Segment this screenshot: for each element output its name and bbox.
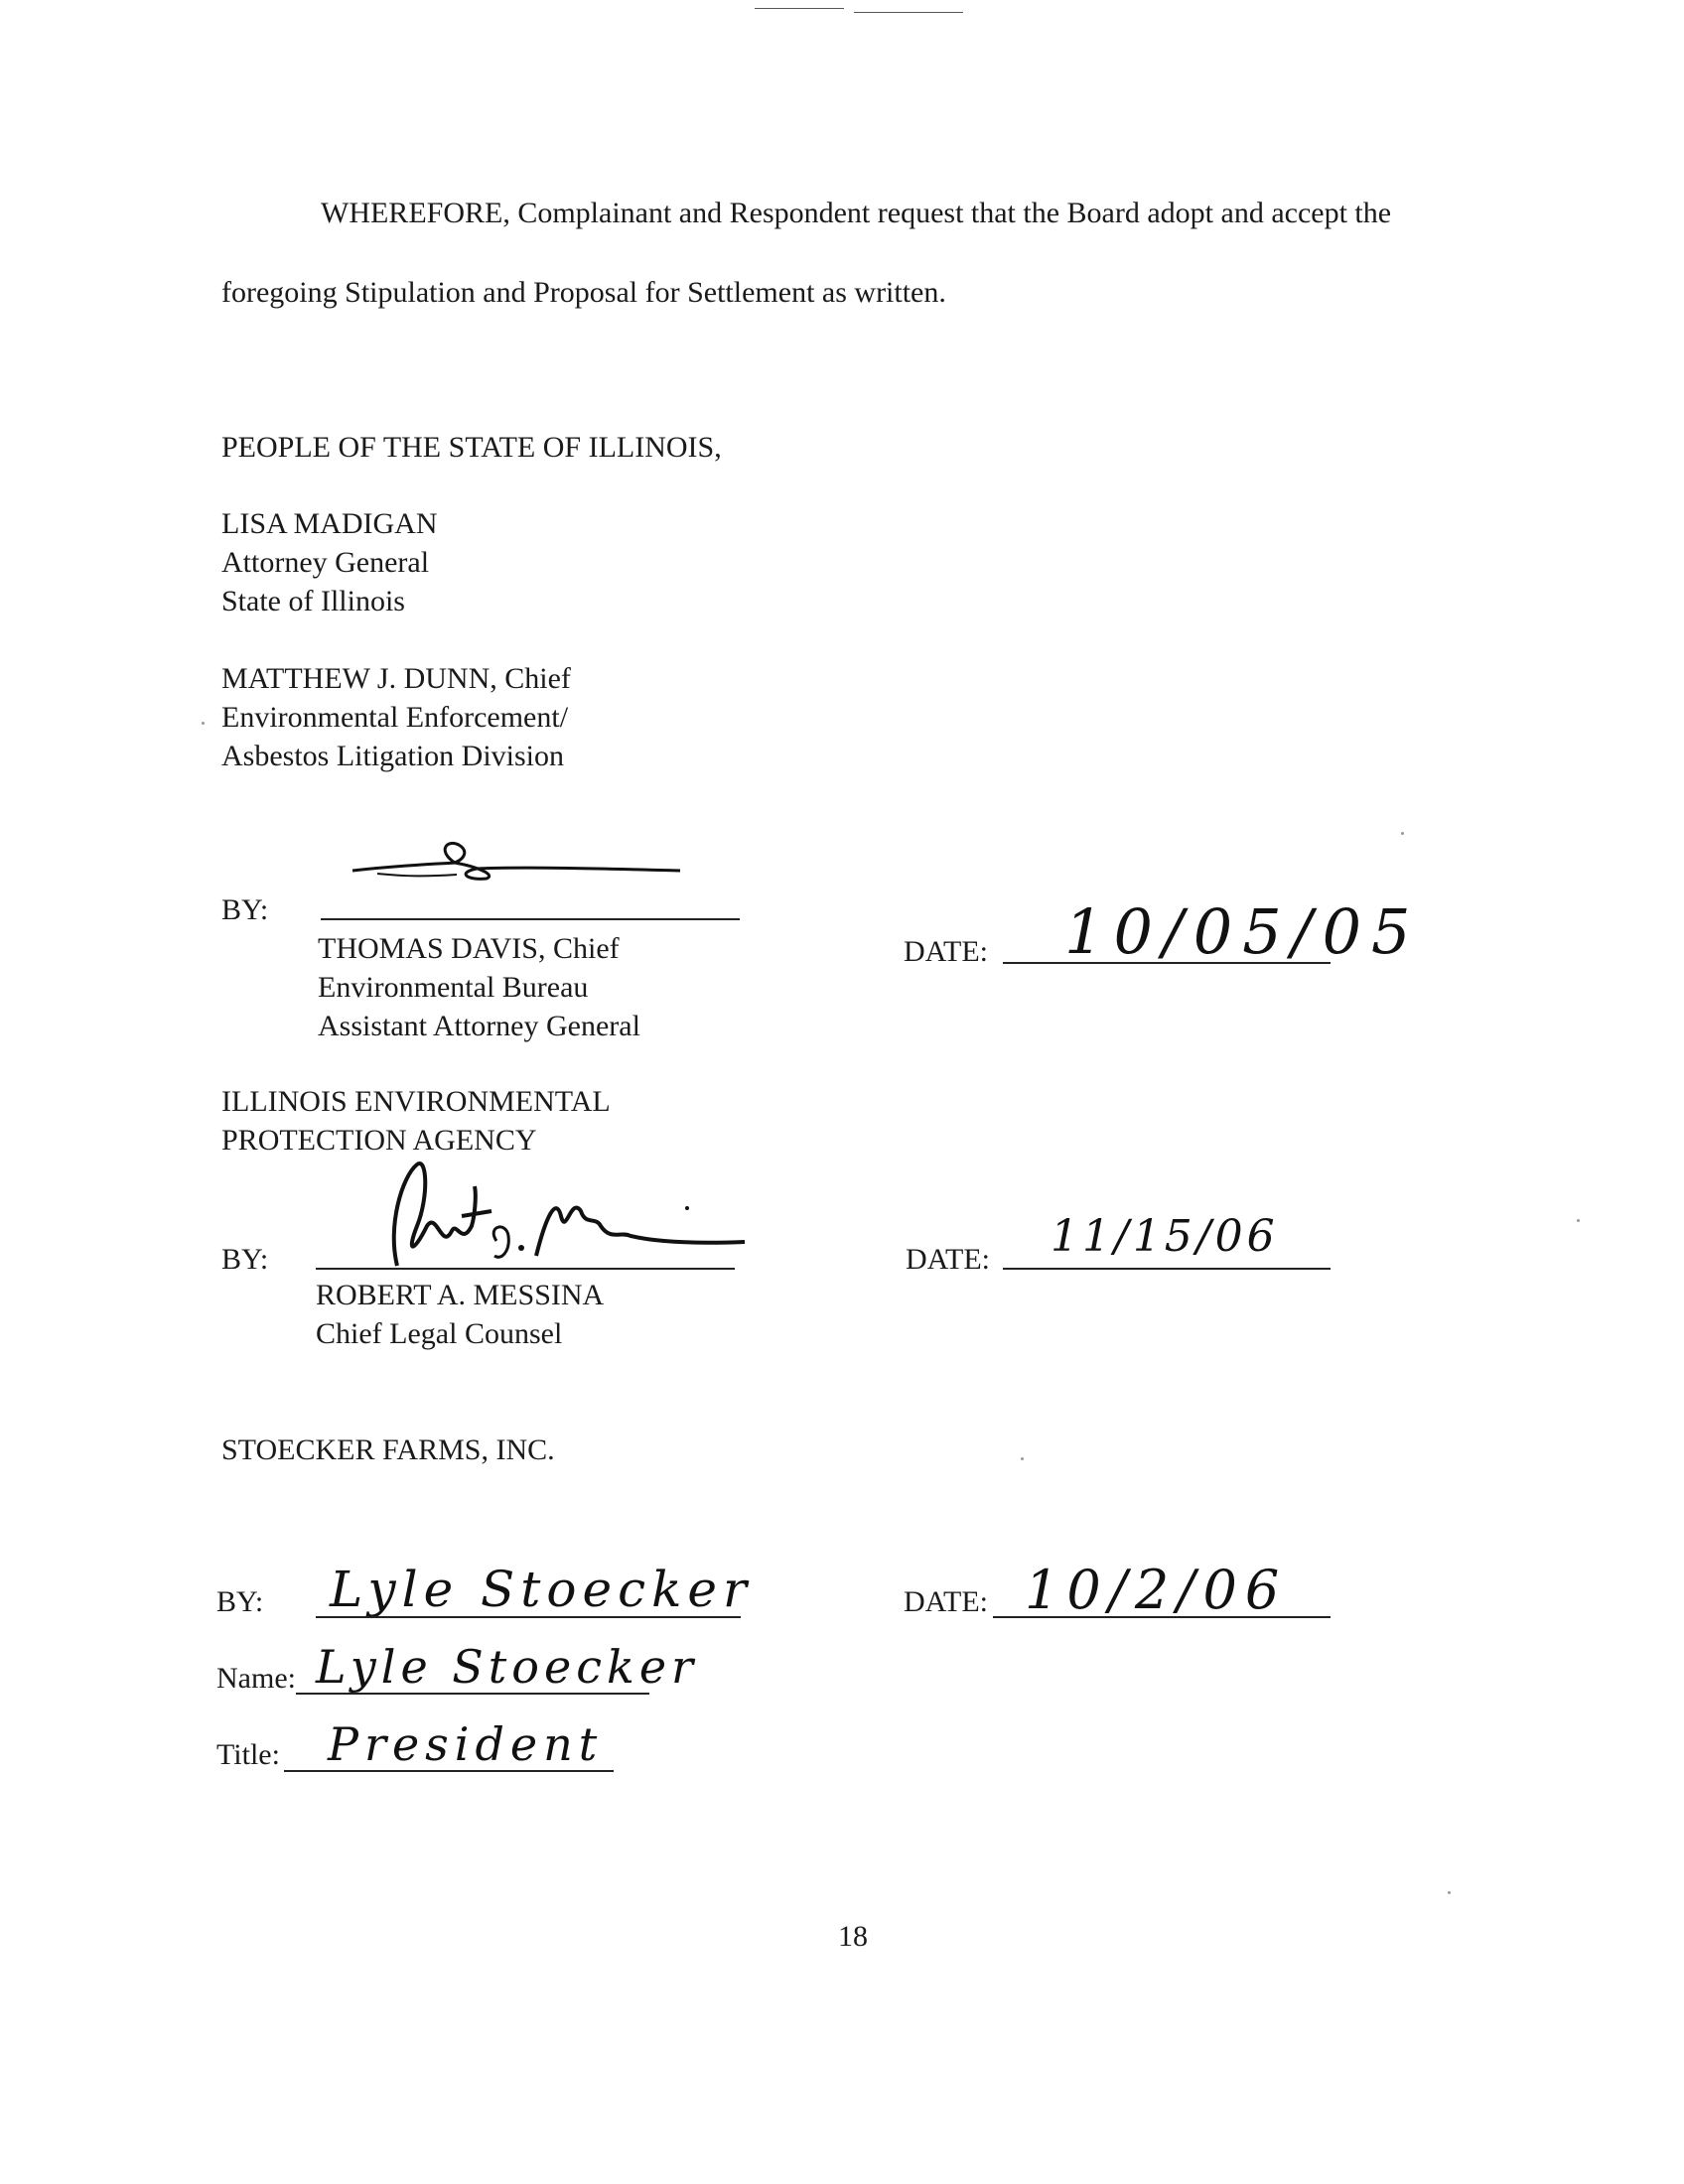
scan-speck bbox=[1021, 1457, 1024, 1460]
people-heading: PEOPLE OF THE STATE OF ILLINOIS, bbox=[221, 431, 722, 464]
scan-mark bbox=[854, 12, 963, 13]
signer-title: Assistant Attorney General bbox=[318, 1010, 640, 1042]
chief-division-2: Asbestos Litigation Division bbox=[221, 740, 564, 772]
signature-line bbox=[321, 918, 740, 920]
title-label: Title: bbox=[216, 1738, 280, 1771]
date-line bbox=[993, 1616, 1331, 1618]
chief-division: Environmental Enforcement/ bbox=[221, 701, 569, 734]
date-label: DATE: bbox=[904, 1585, 988, 1618]
title-line bbox=[284, 1770, 614, 1772]
title-value-handwritten: President bbox=[328, 1717, 604, 1771]
signer-title: Chief Legal Counsel bbox=[316, 1317, 563, 1350]
stoecker-signature: Lyle Stoecker bbox=[330, 1561, 753, 1618]
date-line bbox=[1003, 962, 1331, 964]
signer-name: THOMAS DAVIS, Chief bbox=[318, 932, 620, 965]
page-number: 18 bbox=[838, 1920, 868, 1953]
name-value-handwritten: Lyle Stoecker bbox=[316, 1640, 699, 1694]
by-label: BY: bbox=[221, 1243, 269, 1276]
signer-bureau: Environmental Bureau bbox=[318, 971, 589, 1004]
scan-mark bbox=[755, 8, 844, 9]
date-line bbox=[1003, 1268, 1331, 1270]
by-label: BY: bbox=[216, 1585, 264, 1618]
name-label: Name: bbox=[216, 1662, 296, 1695]
date-label: DATE: bbox=[906, 1243, 990, 1276]
date-label: DATE: bbox=[904, 935, 988, 968]
signer-name: ROBERT A. MESSINA bbox=[316, 1279, 605, 1311]
paragraph-line-2: foregoing Stipulation and Proposal for Settlement as written. bbox=[221, 276, 946, 309]
by-label: BY: bbox=[221, 893, 269, 926]
thomas-davis-signature bbox=[348, 829, 685, 898]
name-line bbox=[296, 1693, 649, 1695]
signature-line bbox=[316, 1616, 741, 1618]
scan-speck bbox=[1401, 832, 1404, 835]
stoecker-heading: STOECKER FARMS, INC. bbox=[221, 1433, 555, 1466]
scan-speck bbox=[202, 722, 205, 725]
signature-line bbox=[316, 1268, 735, 1270]
date-value-handwritten: 11/15/06 bbox=[1051, 1211, 1279, 1262]
ag-name: LISA MADIGAN bbox=[221, 507, 438, 540]
iepa-heading-2: PROTECTION AGENCY bbox=[221, 1124, 537, 1157]
ag-state: State of Illinois bbox=[221, 585, 405, 617]
chief-name: MATTHEW J. DUNN, Chief bbox=[221, 662, 571, 695]
ag-title: Attorney General bbox=[221, 546, 430, 579]
scan-speck bbox=[1577, 1219, 1580, 1222]
paragraph-line-1: WHEREFORE, Complainant and Respondent request that the Board adopt and accept the bbox=[321, 197, 1392, 229]
scan-speck bbox=[1448, 1891, 1451, 1894]
date-value-handwritten: 10/2/06 bbox=[1025, 1559, 1288, 1621]
robert-messina-signature bbox=[357, 1157, 755, 1276]
iepa-heading: ILLINOIS ENVIRONMENTAL bbox=[221, 1085, 611, 1118]
date-value-handwritten: 10/05/05 bbox=[1064, 895, 1421, 968]
